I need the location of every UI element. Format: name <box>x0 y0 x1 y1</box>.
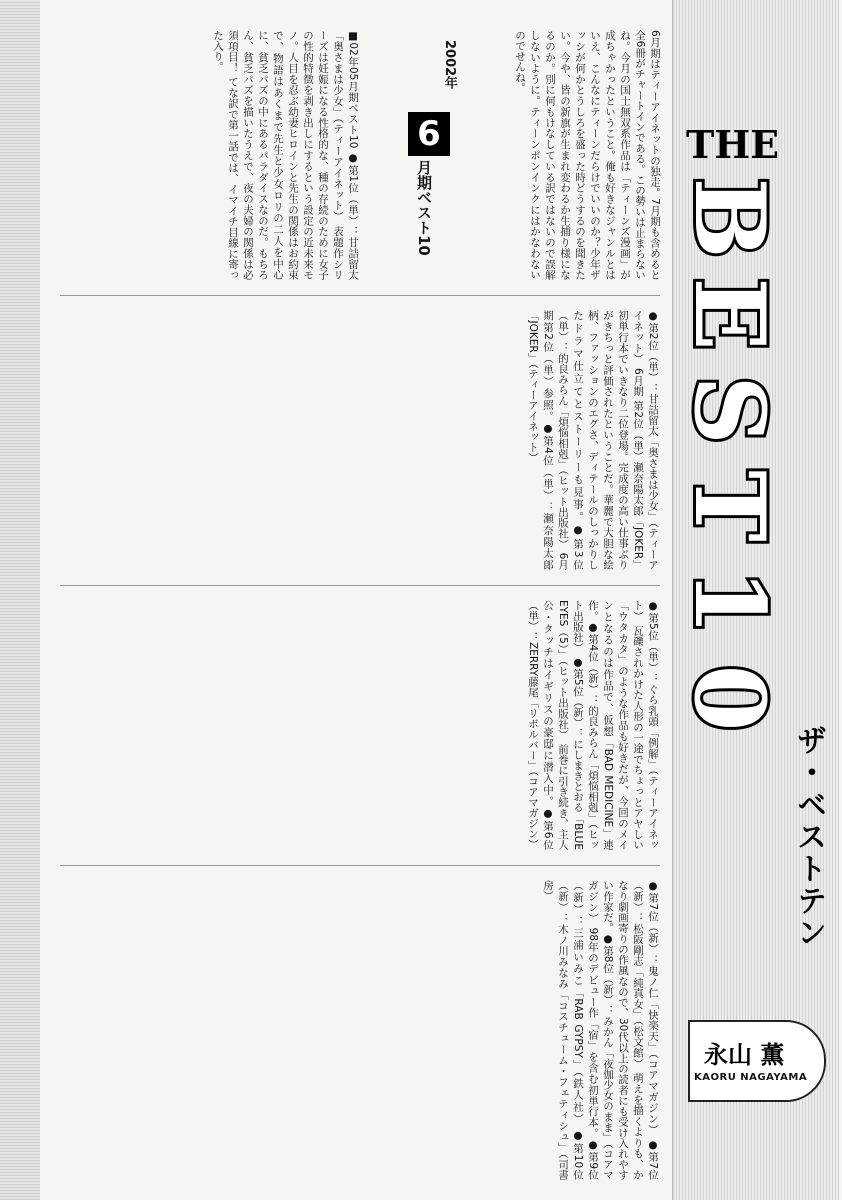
entry-text-block-1: ■02年05月期ベスト10 ●第1位（単）：甘詰留太「奥さまは少女」（ティーアイネット） 表題作シリーズは妊娠になる性格的な、種の存続のために女子の性的特徴を剥き出しにするという設定の近未来モノ。人目を忍ぶ幼妻ヒロインと先生の関係はお約束で、物語はあくまで先生と少女ロリの二人を中心に、貧乏パズの中にあるパラダイスなのだ。もちろん、貧乏パズを描いたうえで、夜の夫婦の関係は必須項目！ てな訳で第一話では、イマイチ目線に寄った入り。 <box>212 30 359 280</box>
title-char: B <box>673 177 786 259</box>
issue-label: 月期ベスト10 <box>415 160 433 256</box>
title-char: E <box>673 277 786 351</box>
title-char: 1 <box>673 568 786 636</box>
intro-text: 6月期はティーアイネットの独走。7月期も含めると全6冊がチャートインである。この勢いは止まらないね。今月の国士無双系作品は「ティーンズ漫画」が成ちゃかったということ。俺も好きなジャンルとはいえ、こんなにティーンだらけでいいのか？少年ザッシが何かとうしろを盛った時どうするのを聞きたい。今や、皆の新旗が生まれ変わるか生捕り様になるのか。別に何もけなしている訳ではないので誤解しないように。ティーンポンインクにはかなわないのでせんね。 <box>514 30 661 280</box>
entry-text-block-2: ●第2位（単）：甘詰留太「奥さまは少女」（ティーアイネット） 6月期 第2位（単）瀬奈陽太郎「JOKER」 初単行本でいきなり二位登場。完成度の高い仕事ぶりがきちっと評価されたということだ。華麗で大胆な絵柄、ファッションのエグさ、ディテールのしっかりしたドラマ仕立てとストーリーも見事。●第3位（単）：的良みらん「煩悩相剋」（ヒット出版社） 6月期第2位（単）参照。●第4位（単）：瀬奈陽太郎「JOKER」（ティーアイネット） <box>527 310 659 570</box>
section-divider <box>60 865 660 866</box>
section-divider <box>60 295 660 296</box>
issue-month-badge: 6 <box>408 112 450 156</box>
section-divider <box>60 585 660 586</box>
title-char: S <box>673 375 786 445</box>
title-char: 0 <box>673 664 786 732</box>
title-char: T <box>673 470 786 542</box>
best10-title <box>673 170 786 850</box>
page-gutter <box>0 0 40 1200</box>
entry-text-block-4: ●第7位（新）：鬼ノ仁「快楽天」（コアマガジン） ●第7位（新）：松阪剛志「純真女」（松文館） 萌えを描くよりも、かなり劇画寄りの作風なので、30代以上の読者にも受け入れやすい作家だ。●第8位（新）：みかん「夜伽少女のまま」（コアマガジン） 98年のデビュー作「宿」を含む初単行本。●第9位（新）：三浦いみこ「RAB GYPSY」（鉄人社） ●第10位（新）：木ノ川みなみ「コスチューム・フェティシュ」（司書房） <box>542 880 659 1180</box>
issue-year: 2002年 <box>442 40 457 90</box>
banner-subtitle: ザ・ベストテン <box>791 725 826 949</box>
banner-the-label: THE <box>686 122 780 167</box>
entry-text-block-3: ●第5位（単）：ぐら乳頭「例解」（ティーアイネット） 瓦礫されかけた人形の一途でちょっとアヤしい「ウタカタ」のような作品も好きだが、今回のメインとなるのは作品で、仮想「BAD MEDICINE」連作。●第4位（新）：的良みらん「煩悩相剋」（ヒット出版社） ●第5位（新）：にしまきとおる「BLUE EYES（5）」（ヒット出版社） 前巻に引き続き、主人公・タッチはイギリスの豪邸に潜入中。●第6位（単）：ZERRY藤尾「リボルバー」（コアマガジン） <box>527 600 659 850</box>
author-name-roman: KAORU NAGAYAMA <box>694 1072 808 1083</box>
author-name: 永山 薫 <box>704 1040 785 1069</box>
